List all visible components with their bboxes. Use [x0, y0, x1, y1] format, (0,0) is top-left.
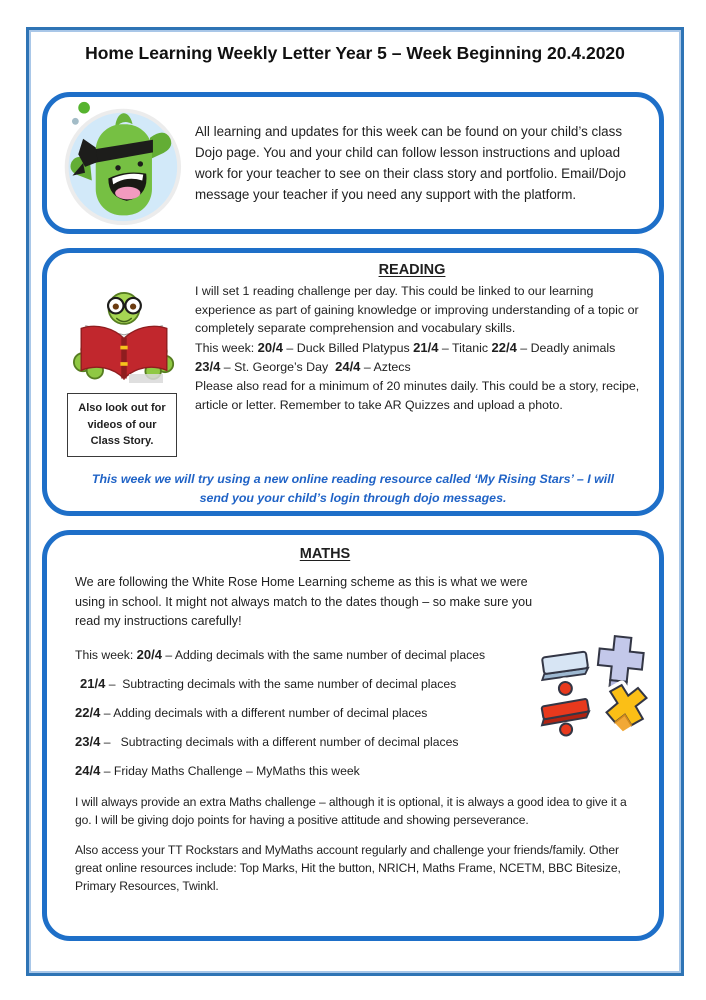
reading-intro-text: I will set 1 reading challenge per day. This could be linked to our learning experience as part of gaining knowledge or improving understanding of a topic or completely separate comprehension and vocabulary skills.: [195, 284, 639, 336]
page-border: [26, 27, 684, 976]
reading-highlight-note: This week we will try using a new online reading resource called ‘My Rising Stars’ – I will send you your child’s login through dojo messages.: [91, 471, 615, 505]
schedule-item: 21/4 – Subtracting decimals with the same number of decimal places: [80, 675, 457, 691]
reading-schedule-line1: This week: 20/4 – Duck Billed Platypus 21/4 – Titanic 22/4 – Deadly animals: [195, 339, 616, 355]
intro-text: All learning and updates for this week can be found on your child’s class Dojo page. You and your child can follow lesson instructions and upload work for your teacher to see on their class story and portfolio. Email/Dojo message your teacher if you need any support with the platform.: [195, 123, 626, 203]
maths-intro-text: We are following the White Rose Home Learning scheme as this is what we were using in school. It might not always match to the dates though – so make sure you read my instructions carefully!: [75, 575, 533, 629]
reading-heading: READING: [378, 262, 446, 278]
maths-heading: MATHS: [299, 546, 351, 562]
reading-schedule-line2: 23/4 – St. George’s Day 24/4 – Aztecs: [195, 359, 411, 375]
schedule-item: 23/4 – Subtracting decimals with a different number of decimal places: [75, 733, 459, 749]
maths-symbols-icon: [533, 627, 651, 741]
schedule-item: 24/4 – Friday Maths Challenge – MyMaths this week: [75, 762, 360, 778]
maths-resources-note: Also access your TT Rockstars and MyMaths account regularly and challenge your friends/family. Other great online resources include: Top Marks, Hit the button, NRICH, Maths Frame, NCETM, BBC Bitesize, Primary Resources, Twinkl.: [75, 842, 621, 894]
maths-card: [42, 530, 664, 941]
schedule-item: 22/4 – Adding decimals with a different number of decimal places: [75, 704, 428, 720]
page-title: Home Learning Weekly Letter Year 5 – Week Beginning 20.4.2020: [85, 43, 625, 63]
intro-card: [42, 92, 664, 234]
classdojo-monster-icon: [55, 99, 183, 227]
maths-challenge-note: I will always provide an extra Maths challenge – although it is optional, it is always a good idea to give it a go. I will be giving dojo points for having a positive attitude and showing perseverance.: [75, 794, 627, 827]
stock-watermark: [129, 374, 163, 383]
class-story-note: Also look out for videos of our Class Story.: [67, 393, 177, 457]
reading-card: [42, 248, 664, 516]
schedule-item: This week: 20/4 – Adding decimals with the same number of decimal places: [75, 646, 486, 662]
bookworm-icon: [63, 282, 187, 384]
reading-daily-text: Please also read for a minimum of 20 minutes daily. This could be a story, recipe, article or letter. Remember to take AR Quizzes and upload a photo.: [195, 379, 640, 412]
